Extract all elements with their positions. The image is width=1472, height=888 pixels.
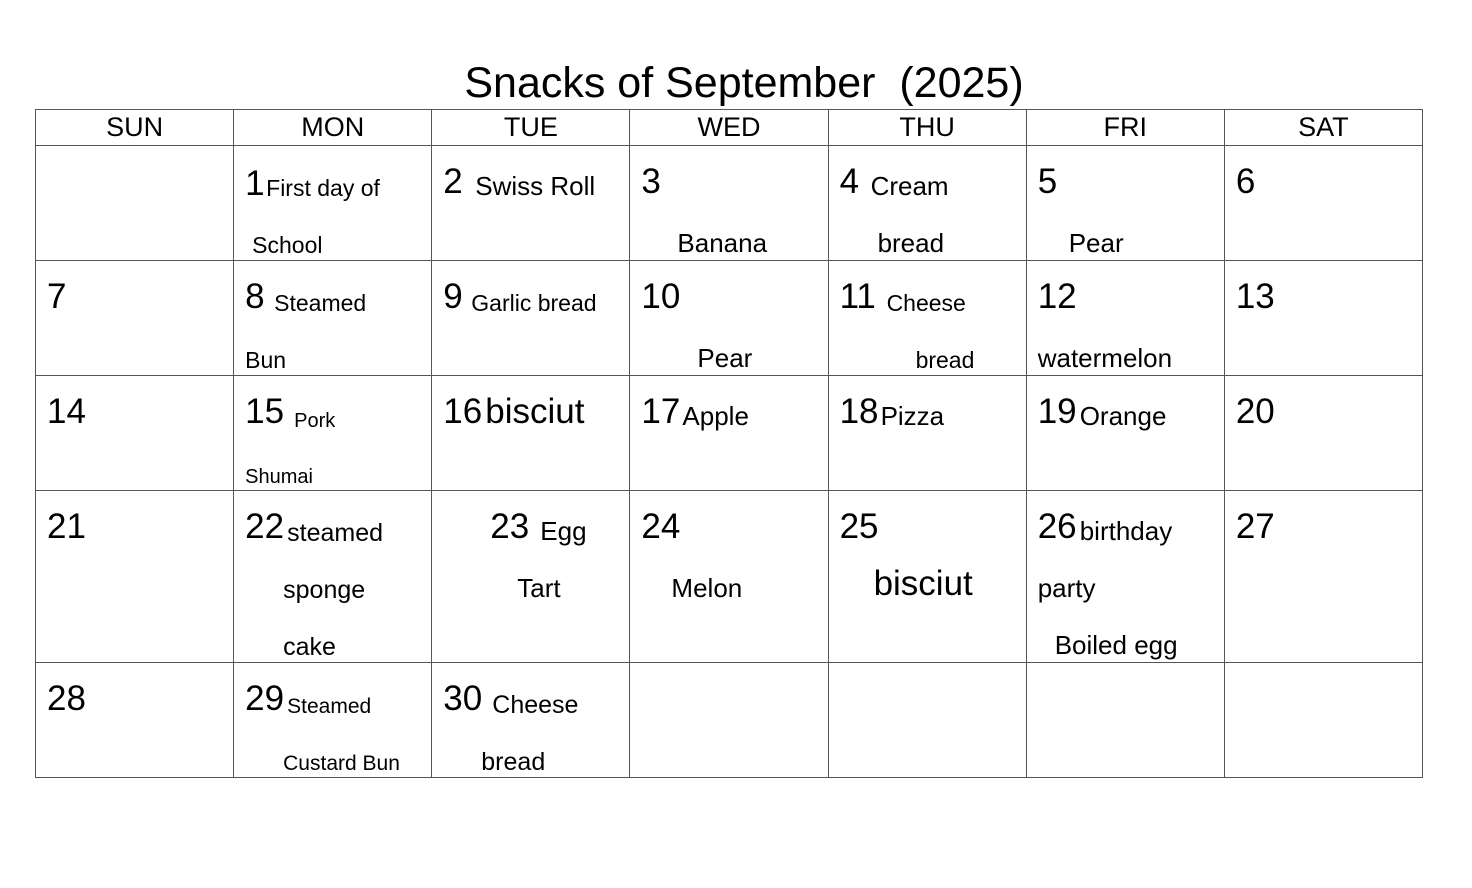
day-number: 4	[839, 162, 860, 201]
snack-text: First day of	[266, 175, 380, 201]
day-cell-28	[36, 663, 234, 778]
week-row	[36, 663, 1423, 778]
day-cell-18	[828, 376, 1026, 491]
weekday-sat: SAT	[1224, 110, 1422, 146]
snack-text: bread	[915, 347, 975, 373]
snack-text: Egg	[540, 516, 587, 546]
snack-text: Tart	[517, 573, 561, 603]
day-cell-3	[630, 146, 828, 261]
day-number: 14	[47, 392, 86, 431]
snack-text: Pear	[697, 343, 753, 373]
day-number: 2	[443, 162, 463, 201]
snack-text: Cream	[870, 171, 949, 201]
day-cell-24	[630, 491, 828, 663]
day-number: 7	[47, 277, 67, 316]
snack-text: School	[252, 232, 323, 258]
day-number: 24	[641, 507, 681, 546]
snack-text: Pear	[1068, 228, 1124, 258]
day-number: 12	[1037, 277, 1077, 316]
day-number: 6	[1235, 162, 1256, 201]
snack-text: watermelon	[1037, 343, 1173, 373]
day-cell-empty	[36, 146, 234, 261]
day-cell-27	[1224, 491, 1422, 663]
day-cell-29	[234, 663, 432, 778]
day-cell-13	[1224, 261, 1422, 376]
day-number: 10	[641, 277, 681, 316]
weekday-mon: MON	[234, 110, 432, 146]
snack-text: sponge	[283, 576, 366, 604]
weekday-thu: THU	[828, 110, 1026, 146]
week-row	[36, 491, 1423, 663]
snack-text: Cheese	[492, 691, 579, 719]
day-number: 29	[245, 679, 285, 718]
day-cell-14	[36, 376, 234, 491]
snack-text: party	[1037, 573, 1096, 603]
day-cell-empty	[1026, 663, 1224, 778]
day-cell-4	[828, 146, 1026, 261]
snack-text: cake	[283, 633, 336, 661]
snack-text: Cheese	[886, 290, 966, 316]
day-cell-25	[828, 491, 1026, 663]
day-number: 18	[839, 392, 879, 431]
snack-text: Pork	[294, 410, 336, 432]
day-cell-9	[432, 261, 630, 376]
day-number: 26	[1037, 507, 1077, 546]
day-cell-5	[1026, 146, 1224, 261]
day-number: 28	[47, 679, 86, 718]
day-cell-16	[432, 376, 630, 491]
day-number: 11	[839, 277, 876, 316]
weekday-fri: FRI	[1026, 110, 1224, 146]
day-cell-2	[432, 146, 630, 261]
week-row	[36, 146, 1423, 261]
snack-text: Banana	[677, 228, 768, 258]
day-cell-22	[234, 491, 432, 663]
day-number: 3	[641, 162, 661, 201]
day-cell-empty	[1224, 663, 1422, 778]
day-number: 9	[443, 277, 463, 316]
day-cell-1	[234, 146, 432, 261]
week-row	[36, 376, 1423, 491]
day-cell-17	[630, 376, 828, 491]
snack-text: bread	[877, 228, 945, 258]
day-number: 21	[47, 507, 86, 546]
day-number: 27	[1235, 507, 1275, 546]
day-number: 17	[641, 392, 681, 431]
snack-text: Apple	[682, 401, 749, 431]
snack-text: Pizza	[880, 401, 945, 431]
calendar-table	[35, 109, 1423, 778]
day-cell-11	[828, 261, 1026, 376]
day-number: 8	[245, 277, 265, 316]
day-number: 1	[245, 164, 265, 203]
day-cell-empty	[630, 663, 828, 778]
day-cell-20	[1224, 376, 1422, 491]
snack-text: Melon	[671, 573, 743, 603]
day-number: 19	[1037, 392, 1077, 431]
day-cell-19	[1026, 376, 1224, 491]
snack-text: steamed	[287, 519, 384, 547]
day-cell-12	[1026, 261, 1224, 376]
snack-text: bisciut	[485, 392, 585, 431]
day-number: 20	[1235, 392, 1275, 431]
day-cell-empty	[828, 663, 1026, 778]
week-row	[36, 261, 1423, 376]
day-number: 22	[245, 507, 285, 546]
day-number: 16	[443, 392, 483, 431]
snack-text: Boiled egg	[1054, 630, 1178, 660]
day-cell-26	[1026, 491, 1224, 663]
day-cell-23	[432, 491, 630, 663]
snack-text: bread	[481, 748, 546, 776]
day-cell-30	[432, 663, 630, 778]
page-title: Snacks of September (2025)	[464, 59, 1024, 107]
weekday-tue: TUE	[432, 110, 630, 146]
day-number: 30	[443, 679, 483, 718]
snack-text: Garlic bread	[471, 290, 597, 316]
day-number: 5	[1037, 162, 1058, 201]
snack-text: Swiss Roll	[475, 171, 596, 201]
day-cell-7	[36, 261, 234, 376]
day-cell-21	[36, 491, 234, 663]
snack-text: Orange	[1079, 401, 1167, 431]
weekday-sun: SUN	[36, 110, 234, 146]
weekday-wed: WED	[630, 110, 828, 146]
snack-text: Shumai	[245, 466, 313, 488]
day-cell-15	[234, 376, 432, 491]
snack-text: Steamed	[274, 290, 367, 316]
day-number: 13	[1235, 277, 1275, 316]
day-number: 25	[839, 507, 879, 546]
snack-text: Steamed	[287, 695, 372, 718]
snack-text: birthday	[1079, 516, 1173, 546]
snack-text: Custard Bun	[283, 752, 400, 775]
snack-text: Bun	[245, 347, 287, 373]
day-cell-8	[234, 261, 432, 376]
day-cell-10	[630, 261, 828, 376]
day-cell-6	[1224, 146, 1422, 261]
day-number: 15	[245, 392, 285, 431]
weekday-header-row	[36, 110, 1423, 146]
snack-text: bisciut	[873, 564, 973, 603]
day-number: 23	[490, 507, 530, 546]
